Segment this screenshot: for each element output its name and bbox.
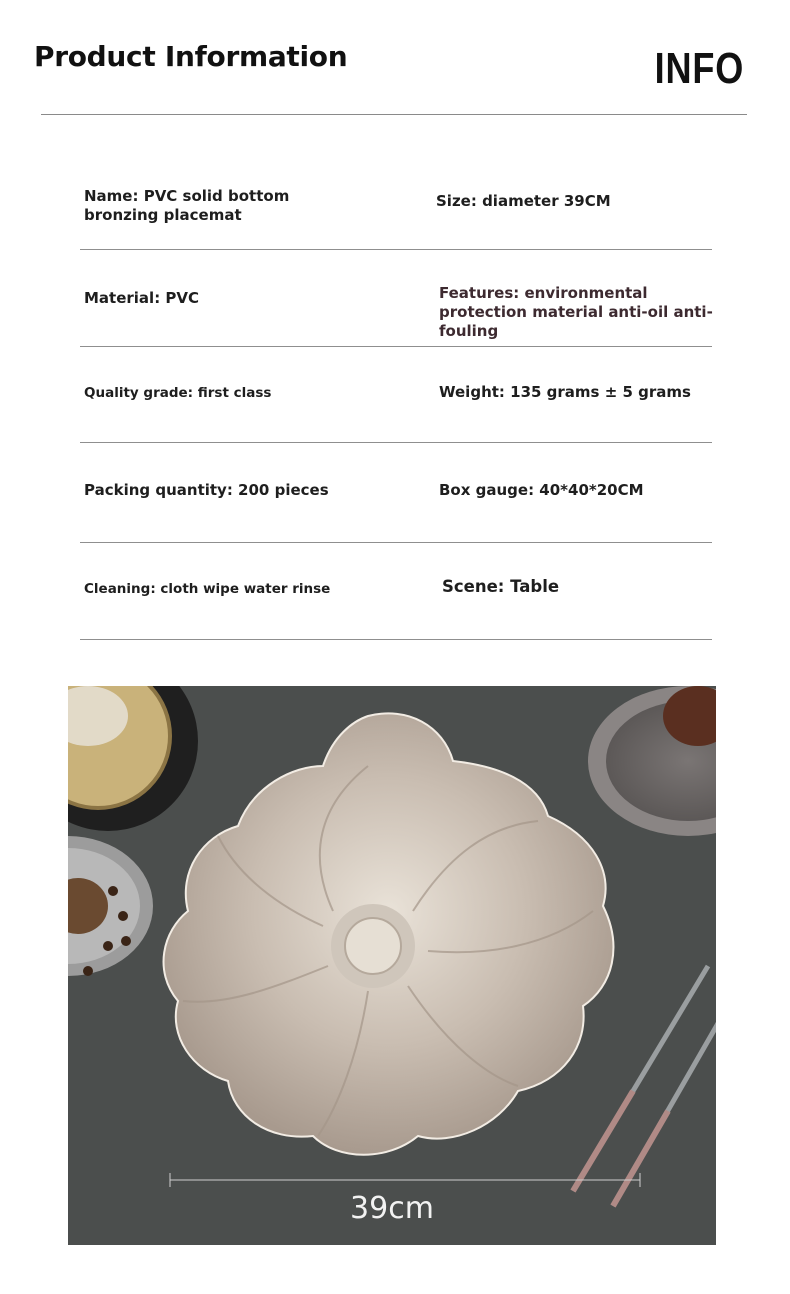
- spec-row: [80, 443, 712, 543]
- header-divider: [41, 114, 747, 115]
- placemat-illustration: [68, 686, 716, 1245]
- spec-row: [80, 150, 712, 250]
- spec-material: Material: PVC: [84, 289, 200, 307]
- spec-size: Size: diameter 39CM: [436, 192, 611, 210]
- spec-box-gauge: Box gauge: 40*40*20CM: [439, 481, 644, 499]
- page-title: Product Information: [34, 40, 348, 73]
- spec-weight: Weight: 135 grams ± 5 grams: [439, 383, 691, 401]
- spec-quality: Quality grade: first class: [84, 385, 272, 401]
- spec-table: [80, 150, 712, 640]
- spec-row: [80, 250, 712, 347]
- spec-name: Name: PVC solid bottom bronzing placemat: [84, 187, 290, 224]
- spec-cleaning: Cleaning: cloth wipe water rinse: [84, 581, 331, 597]
- dimension-label: 39cm: [350, 1191, 434, 1226]
- spec-row: [80, 347, 712, 443]
- spec-row: [80, 543, 712, 640]
- spec-packing: Packing quantity: 200 pieces: [84, 481, 329, 499]
- product-photo: [68, 686, 716, 1245]
- spec-features: Features: environmental protection material anti-oil anti-fouling: [439, 284, 713, 340]
- info-badge: INFO: [654, 44, 744, 93]
- spec-scene: Scene: Table: [442, 577, 560, 596]
